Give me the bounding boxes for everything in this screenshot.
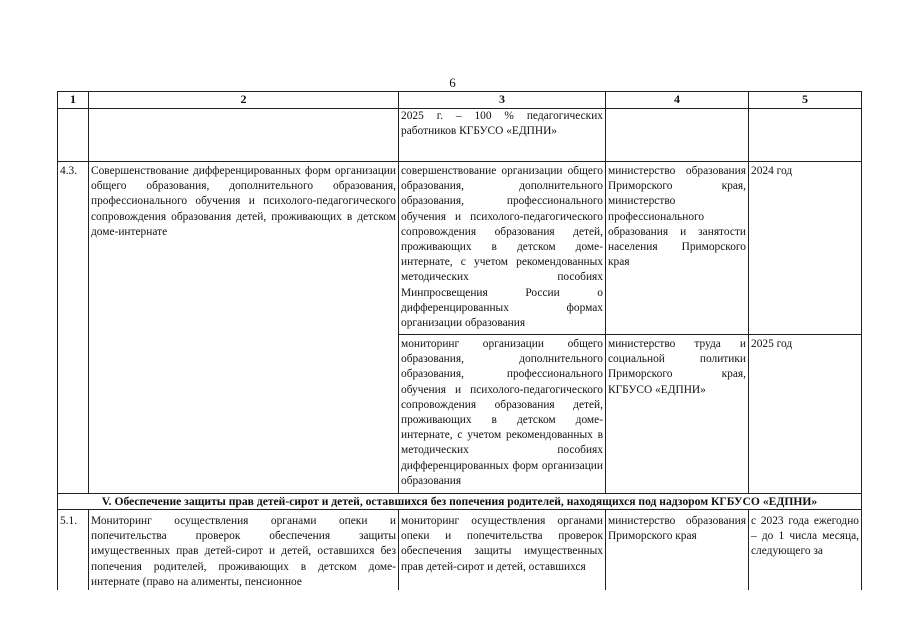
- column-header-3: 3: [399, 92, 606, 109]
- cell-task: Совершенствование дифференцированных форм организации общего образования, дополнительного образования, профессионального обучения и психолого-педагогического сопровождения образования детей, проживающих в детском доме-интернате: [89, 162, 399, 494]
- cell-responsible: министерство образования Приморского края: [606, 510, 749, 591]
- table-row: [58, 109, 862, 162]
- cell-empty: [749, 109, 862, 162]
- column-header-1: 1: [58, 92, 89, 109]
- table-row: [58, 510, 862, 591]
- plan-table: [57, 91, 862, 590]
- cell-term: 2025 год: [749, 335, 862, 494]
- header-row: [58, 92, 862, 109]
- cell-task: Мониторинг осуществления органами опеки и попечительства проверок обеспечения защиты имущественных прав детей-сирот и детей, оставшихся без попечения родителей, проживающих в детском доме-интернате (право на алименты, пенсионное: [89, 510, 399, 591]
- section-title: V. Обеспечение защиты прав детей-сирот и детей, оставшихся без попечения родителей, находящихся под надзором КГБУСО «ЕДПНИ»: [58, 494, 862, 510]
- row-number: 5.1.: [58, 510, 89, 591]
- cell-action: 2025 г. – 100 % педагогических работников КГБУСО «ЕДПНИ»: [399, 109, 606, 162]
- cell-action: совершенствование организации общего образования, дополнительного образования, профессионального обучения и психолого-педагогического сопровождения образования детей, проживающих в детском доме-интернате, с учетом рекомендованных методических пособиях Минпросвещения России о дифференцированных формах организации образования: [399, 162, 606, 335]
- page-number: 6: [449, 75, 456, 90]
- cell-empty: [606, 109, 749, 162]
- cell-term: 2024 год: [749, 162, 862, 335]
- column-header-5: 5: [749, 92, 862, 109]
- cell-action: мониторинг организации общего образования, дополнительного образования, профессионального обучения и психолого-педагогического сопровождения образования детей, проживающих в детском доме-интернате, с учетом рекомендованных в методических пособиях дифференцированных форм организации образования: [399, 335, 606, 494]
- cell-empty: [58, 109, 89, 162]
- section-row: [58, 494, 862, 510]
- row-number: 4.3.: [58, 162, 89, 494]
- cell-action: мониторинг осуществления органами опеки и попечительства проверок обеспечения защиты имущественных прав детей-сирот и детей, оставшихся: [399, 510, 606, 591]
- cell-responsible: министерство труда и социальной политики Приморского края, КГБУСО «ЕДПНИ»: [606, 335, 749, 494]
- cell-empty: [89, 109, 399, 162]
- column-header-4: 4: [606, 92, 749, 109]
- cell-responsible: министерство образования Приморского края, министерство профессионального образования и занятости населения Приморского края: [606, 162, 749, 335]
- column-header-2: 2: [89, 92, 399, 109]
- cell-term: с 2023 года ежегодно – до 1 числа месяца, следующего за: [749, 510, 862, 591]
- table-row: [58, 162, 862, 335]
